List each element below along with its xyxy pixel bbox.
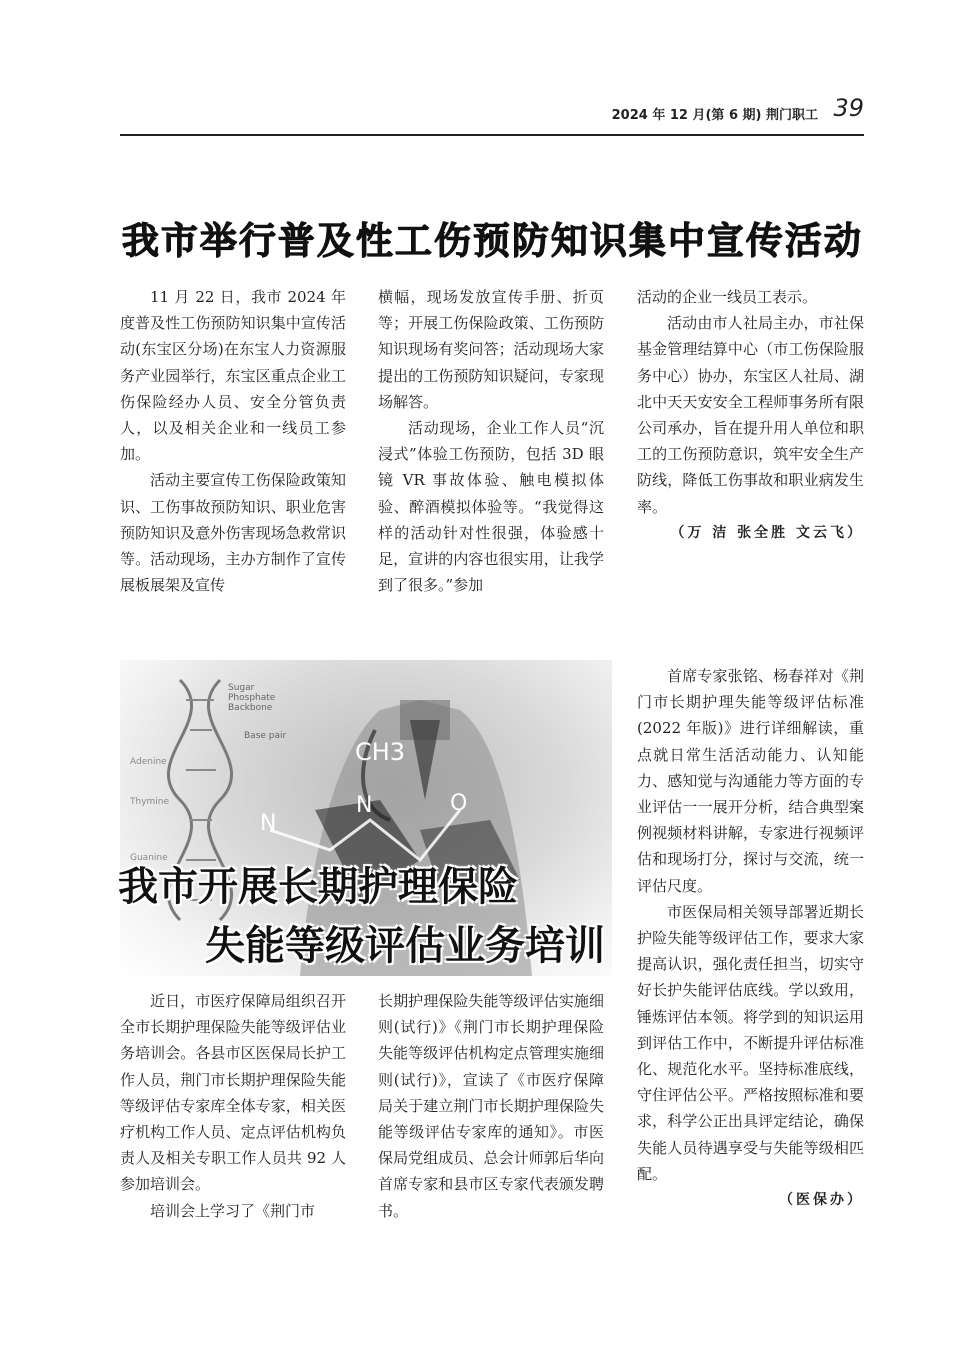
page-header	[120, 94, 864, 134]
image-label: Adenine	[130, 757, 167, 767]
article1-paragraph: 活动的企业一线员工表示。	[637, 288, 818, 306]
image-label: CH3	[355, 738, 406, 766]
header-divider	[120, 134, 864, 136]
image-label: Thymine	[130, 797, 170, 807]
article2-column-2	[378, 988, 604, 1224]
article2-paragraph: 近日，市医疗保障局组织召开全市长期护理保险失能等级评估业务培训会。各县市区医保局长护工作人员，荆门市长期护理保险失能等级评估专家库全体专家，相关医疗机构工作人员、定点评估机构负责人及相关专职工作人员共 92 人参加培训会。	[120, 992, 346, 1194]
article1-column-2	[378, 284, 604, 598]
article2-paragraph: 首席专家张铭、杨春祥对《荆门市长期护理失能等级评估标准(2022 年版)》进行详细解读，重点就日常生活活动能力、认知能力、感知觉与沟通能力等方面的专业评估一一展开分析，结合典型案例视频材料讲解，专家进行视频评估和现场打分，探讨与交流，统一评估尺度。	[637, 667, 864, 895]
article1-paragraph: 11 月 22 日，我市 2024 年度普及性工伤预防知识集中宣传活动(东宝区分场)在东宝人力资源服务产业园举行，东宝区重点企业工伤保险经办人员、安全分管负责人，以及相关企业和一线员工参加。	[120, 288, 346, 464]
image-label: Base pair	[244, 731, 287, 741]
article2-paragraph: 长期护理保险失能等级评估实施细则(试行)》《荆门市长期护理保险失能等级评估机构定点管理实施细则(试行)》，宣读了《市医疗保障局关于建立荆门市长期护理保险失能等级评估专家库的通知》。市医保局党组成员、总会计师郭后华向首席专家和县市区专家代表颁发聘书。	[378, 992, 604, 1220]
article2-column-3	[637, 663, 864, 1213]
image-label: N	[356, 793, 373, 818]
article1-signature: （万 洁 张全胜 文云飞）	[670, 524, 864, 541]
article1-paragraph: 活动主要宣传工伤保险政策知识、工伤事故预防知识、职业危害预防知识及意外伤害现场急救常识等。活动现场，主办方制作了宣传展板展架及宣传	[120, 471, 346, 595]
article2-title-line2: 失能等级评估业务培训	[205, 922, 605, 969]
article1-paragraph: 横幅，现场发放宣传手册、折页等；开展工伤保险政策、工伤预防知识现场有奖问答；活动现场大家提出的工伤预防知识疑问，专家现场解答。	[378, 288, 604, 411]
article1-column-1	[120, 284, 346, 598]
article2-paragraph: 市医保局相关领导部署近期长护险失能等级评估工作，要求大家提高认识，强化责任担当，切实守好长护失能评估底线。学以致用，锤炼评估本领。将学到的知识运用到评估工作中，不断提升评估标准化、规范化水平。坚持标准底线，守住评估公平。严格按照标准和要求，科学公正出具评定结论，确保失能人员待遇享受与失能等级相匹配。	[637, 902, 864, 1183]
image-label: Guanine	[130, 853, 168, 863]
image-label: Backbone	[228, 703, 273, 713]
article1-paragraph: 活动由市人社局主办，市社保基金管理结算中心（市工伤保险服务中心）协办，东宝区人社局、湖北中天天安安全工程师事务所有限公司承办，旨在提升用人单位和职工的工伤预防意识，筑牢安全生产防线，降低工伤事故和职业病发生率。	[637, 314, 864, 516]
article1-paragraph: 活动现场，企业工作人员“沉浸式”体验工伤预防，包括 3D 眼镜 VR 事故体验、触电模拟体验、醉酒模拟体验等。“我觉得这样的活动针对性很强，体验感十足，宣讲的内容也很实用，让我学到了很多。”参加	[378, 419, 604, 595]
article1-title: 我市举行普及性工伤预防知识集中宣传活动	[121, 219, 863, 262]
article2-column-1	[120, 988, 346, 1224]
image-label: Sugar	[228, 683, 255, 693]
article2-signature: （医保办）	[779, 1192, 864, 1209]
image-label: N	[260, 811, 277, 836]
image-label: Phosphate	[228, 693, 276, 703]
image-label: O	[450, 791, 468, 816]
article2-title-line1: 我市开展长期护理保险	[118, 863, 518, 910]
page-number: 39	[833, 94, 864, 122]
article1-column-3	[637, 284, 864, 546]
article2-paragraph: 培训会上学习了《荆门市	[150, 1201, 316, 1220]
issue-info: 2024 年 12 月(第 6 期) 荆门职工	[611, 108, 818, 123]
